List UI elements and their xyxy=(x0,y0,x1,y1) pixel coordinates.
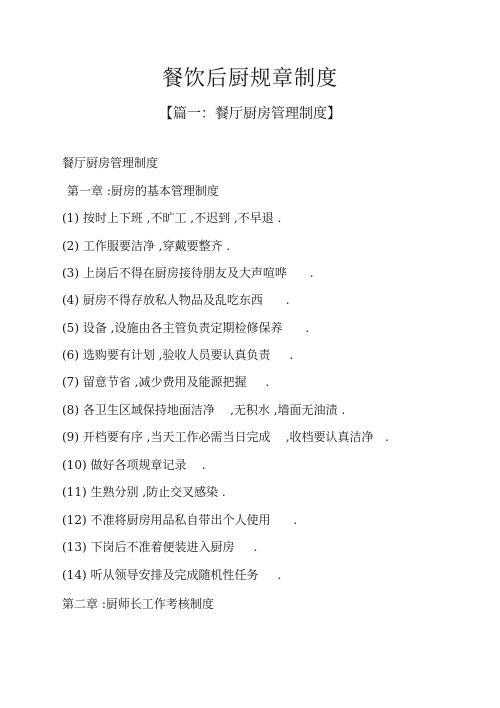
rule-item: (1) 按时上下班 ,不旷工 ,不迟到 ,不早退 . xyxy=(62,211,282,225)
chapter-2-heading: 第二章 :厨师长工作考核制度 xyxy=(62,597,214,611)
section-heading: 餐厅厨房管理制度 xyxy=(62,156,159,170)
document-title: 餐饮后厨规章制度 xyxy=(162,66,338,90)
rule-item: (3) 上岗后不得在厨房接待朋友及大声喧哗 . xyxy=(62,266,314,280)
chapter-1-heading: 第一章 :厨房的基本管理制度 xyxy=(67,184,219,198)
rule-item: (12) 不准将厨房用品私自带出个人使用 . xyxy=(62,513,298,527)
rule-item: (13) 下岗后不准着便装进入厨房 . xyxy=(62,540,258,554)
rule-item: (14) 听从领导安排及完成随机性任务 . xyxy=(62,568,282,582)
rule-item: (11) 生熟分别 ,防止交叉感染 . xyxy=(62,485,226,499)
rule-item: (6) 选购要有计划 ,验收人员要认真负责 . xyxy=(62,348,294,362)
rule-item: (8) 各卫生区域保持地面洁净 ,无积水 ,墙面无油渍 . xyxy=(62,403,346,417)
rule-item: (2) 工作服要洁净 ,穿戴要整齐 . xyxy=(62,239,231,253)
document-subtitle: 【篇一：餐厅厨房管理制度】 xyxy=(159,106,341,122)
rule-item: (5) 设备 ,设施由各主管负责定期检修保养 . xyxy=(62,321,310,335)
rule-item: (7) 留意节省 ,减少费用及能源把握 . xyxy=(62,375,270,389)
rule-item: (4) 厨房不得存放私人物品及乱吃东西 . xyxy=(62,293,290,307)
rule-item: (10) 做好各项规章记录 . xyxy=(62,458,206,472)
rule-item: (9) 开档要有序 ,当天工作必需当日完成 ,收档要认真洁净 . xyxy=(62,430,389,444)
